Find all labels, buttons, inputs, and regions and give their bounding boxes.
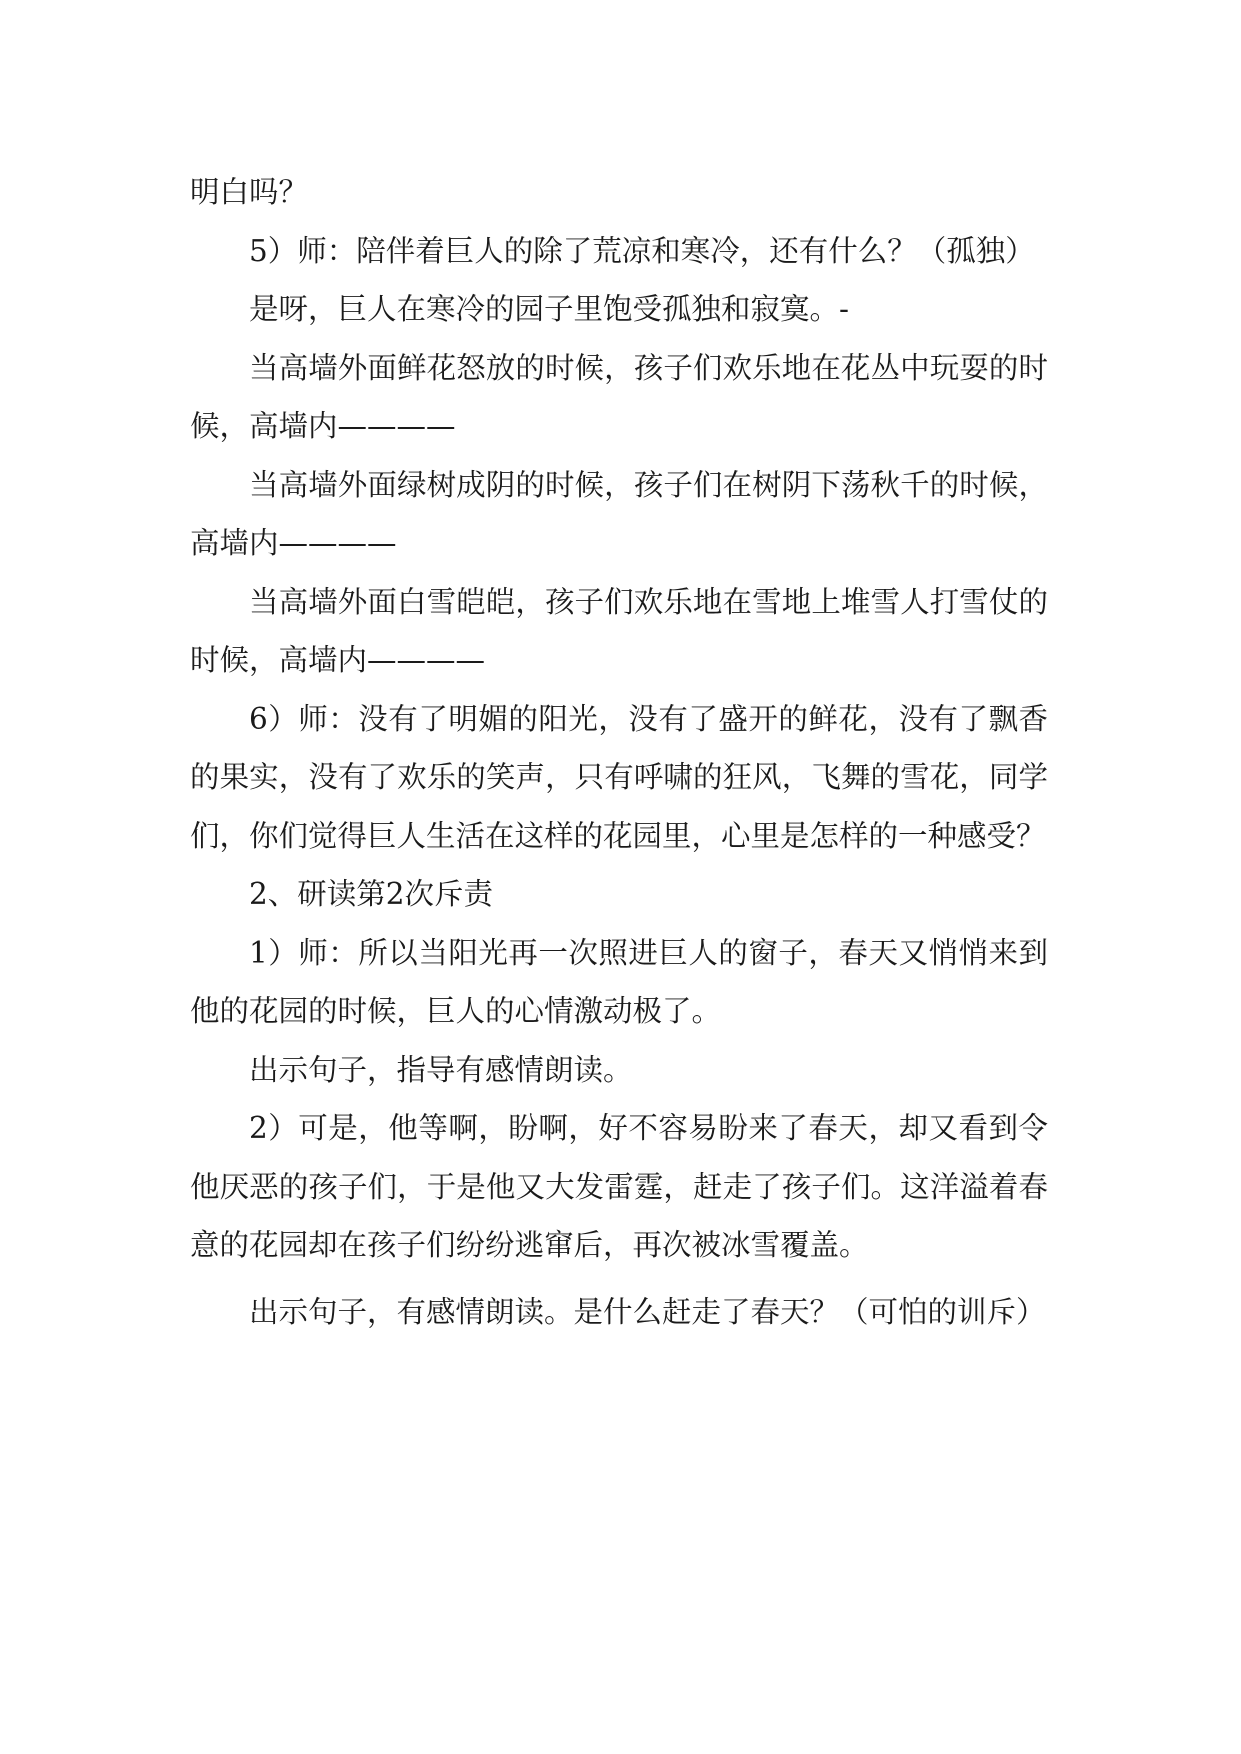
paragraph-5: 当高墙外面绿树成阴的时候，孩子们在树阴下荡秋千的时候，高墙内———— [190,467,1048,560]
paragraph-8: 2、研读第2次斥责 [249,877,494,911]
document-body [190,163,1048,1341]
paragraph-4: 当高墙外面鲜花怒放的时候，孩子们欢乐地在花丛中玩耍的时候，高墙内———— [190,350,1048,443]
paragraph-10: 出示句子，指导有感情朗读。 [249,1052,633,1087]
paragraph-11: 2）可是，他等啊，盼啊，好不容易盼来了春天，却又看到令他厌恶的孩子们，于是他又大发雷霆，赶走了孩子们。这洋溢着春意的花园却在孩子们纷纷逃窜后，再次被冰雪覆盖。 [190,1111,1048,1262]
paragraph-3: 是呀，巨人在寒冷的园子里饱受孤独和寂寞。- [249,292,849,326]
paragraph-7: 6）师：没有了明媚的阳光，没有了盛开的鲜花，没有了飘香的果实，没有了欢乐的笑声，只有呼啸的狂风，飞舞的雪花，同学们，你们觉得巨人生活在这样的花园里，心里是怎样的一种感受？ [190,701,1048,853]
paragraph-1: 明白吗？ [190,175,309,209]
paragraph-2: 5）师：陪伴着巨人的除了荒凉和寒冷，还有什么？（孤独） [249,233,1035,268]
paragraph-9: 1）师：所以当阳光再一次照进巨人的窗子，春天又悄悄来到他的花园的时候，巨人的心情激动极了。 [190,935,1048,1028]
paragraph-12: 出示句子，有感情朗读。是什么赶走了春天？（可怕的训斥） [249,1294,1046,1329]
paragraph-6: 当高墙外面白雪皑皑，孩子们欢乐地在雪地上堆雪人打雪仗的时候，高墙内———— [190,584,1048,677]
